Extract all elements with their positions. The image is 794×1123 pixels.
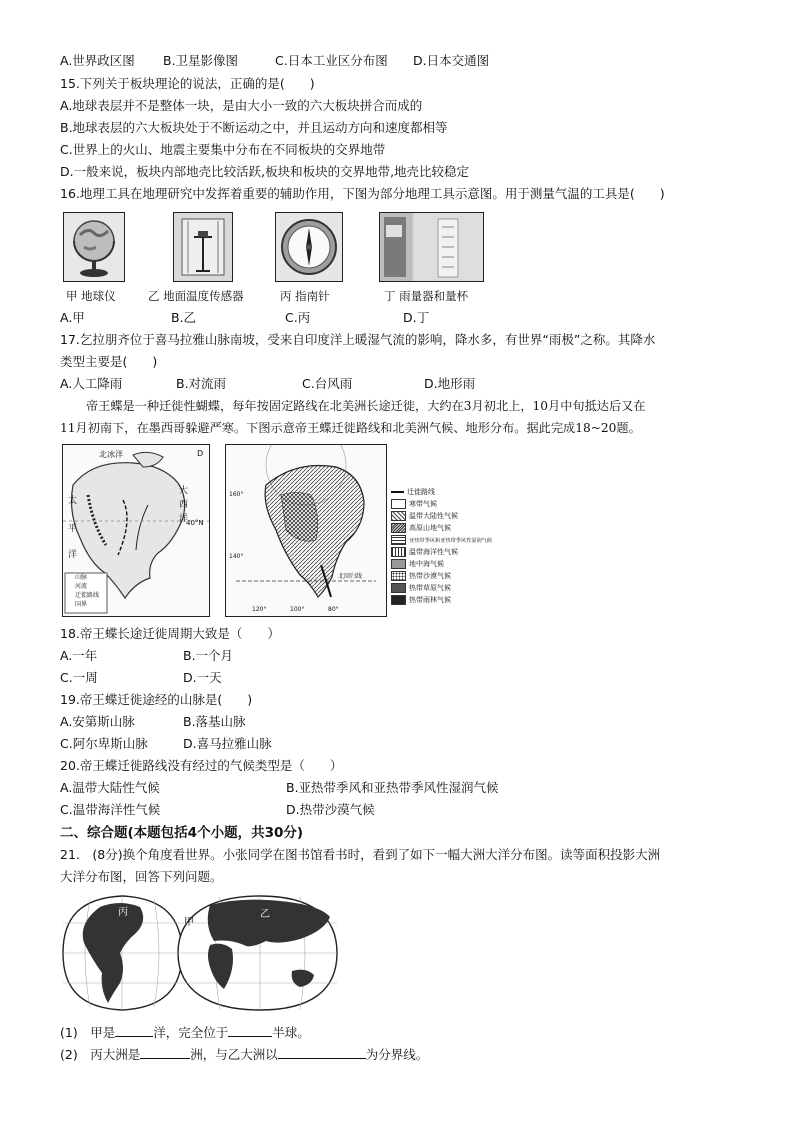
climate-legend-7: 热带沙漠气候 (409, 572, 451, 580)
pacific-label-2: 平 (68, 524, 78, 534)
q19-option-a: A.安第斯山脉 (60, 714, 135, 729)
q20-option-c: C.温带海洋性气候 (60, 802, 161, 817)
ground-temperature-sensor-image (173, 212, 233, 282)
q21-blank-continent[interactable] (140, 1045, 190, 1059)
q17-option-a: A.人工降雨 (60, 376, 123, 391)
climate-legend-8: 热带草原气候 (409, 584, 451, 592)
q18-option-b: B.一个月 (183, 648, 234, 663)
climate-legend-1: 寒带气候 (409, 500, 437, 508)
tick-140: 140° (229, 553, 244, 560)
swatch-tropical-rainforest (391, 595, 406, 605)
climate-legend-0: 迁徙路线 (407, 488, 435, 496)
tropic-label: 北回归线 (338, 573, 363, 580)
climate-legend-5: 温带海洋性气候 (409, 548, 458, 556)
atlantic-label-3: 洋 (179, 514, 189, 524)
q16-option-a: A.甲 (60, 310, 85, 325)
q18-option-c: C.一周 (60, 670, 98, 685)
q21-sub1-suffix: 半球。 (272, 1025, 310, 1040)
swatch-highland (391, 523, 406, 533)
climate-legend-3: 高原山地气候 (409, 524, 451, 532)
q16-option-c: C.丙 (285, 310, 311, 325)
map-label-bing: 丙 (118, 907, 128, 918)
q14-option-a: A.世界政区图 (60, 53, 135, 68)
q15-option-b: B.地球表层的六大板块处于不断运动之中，并且运动方向和速度都相等 (60, 120, 448, 135)
north-america-physical-map (62, 444, 210, 617)
caption-rain-gauge: 丁 雨量器和量杯 (384, 289, 469, 303)
legend-migration: 迁徙路线 (75, 592, 100, 599)
legend-border: 国界 (75, 601, 88, 608)
q21-sub2-middle: 洲，与乙大洲以 (190, 1047, 278, 1062)
climate-legend-6: 地中海气候 (409, 560, 444, 568)
swatch-subtropical-monsoon (391, 535, 406, 545)
swatch-temperate-continental (391, 511, 406, 521)
swatch-cold (391, 499, 406, 509)
q14-option-b: B.卫星影像图 (163, 53, 239, 68)
q21-stem-line1: 21. (8分)换个角度看世界。小张同学在图书馆看书时，看到了如下一幅大洲大洋分布图。读等面积投影大洲 (60, 847, 661, 862)
q20-stem: 20.帝王蝶迁徙路线没有经过的气候类型是（ ） (60, 758, 343, 773)
atlantic-label-2: 西 (179, 500, 189, 510)
q21-stem-line2: 大洋分布图，回答下列问题。 (60, 869, 223, 884)
caption-sensor: 乙 地面温度传感器 (148, 289, 244, 303)
caption-globe: 甲 地球仪 (66, 289, 116, 303)
latitude-label: 40°N (186, 519, 204, 527)
corner-letter-label: D (197, 449, 204, 458)
tick-80: 80° (328, 606, 339, 613)
q15-stem: 15.下列关于板块理论的说法，正确的是( ) (60, 76, 315, 91)
swatch-migration (391, 491, 404, 493)
globe-image (63, 212, 125, 282)
north-america-climate-map (225, 444, 387, 617)
q14-options (60, 53, 490, 69)
caption-compass: 丙 指南针 (280, 289, 330, 303)
map-label-yi: 乙 (260, 909, 270, 920)
q19-option-c: C.阿尔卑斯山脉 (60, 736, 148, 751)
q20-option-d: D.热带沙漠气候 (286, 802, 375, 817)
q21-blank-boundary[interactable] (278, 1045, 366, 1059)
q17-option-c: C.台风雨 (302, 376, 353, 391)
q21-sub1 (60, 1023, 310, 1041)
q15-option-a: A.地球表层并不是整体一块，是由大小一致的六大板块拼合而成的 (60, 98, 423, 113)
q17-stem-line1: 17.乞拉朋齐位于喜马拉雅山脉南坡，受来自印度洋上暖湿气流的影响，降水多，有世界“雨极”之称。其降水 (60, 332, 656, 347)
atlantic-label-1: 大 (179, 486, 189, 496)
passage-line2: 11月初南下，在墨西哥躲避严寒。下图示意帝王蝶迁徙路线和北美洲气候、地形分布。据此完成18~20题。 (60, 421, 641, 435)
swatch-mediterranean (391, 559, 406, 569)
q17-option-d: D.地形雨 (424, 376, 476, 391)
q18-option-d: D.一天 (183, 670, 222, 685)
pacific-label-3: 洋 (68, 550, 78, 560)
swatch-tropical-savanna (391, 583, 406, 593)
q15-option-d: D.一般来说，板块内部地壳比较活跃,板块和板块的交界地带,地壳比较稳定 (60, 164, 470, 179)
q17-stem-line2: 类型主要是( ) (60, 354, 158, 369)
passage-line1: 帝王蝶是一种迁徙性蝴蝶，每年按固定路线在北美洲长途迁徙，大约在3月初北上，10月中旬抵达后又在 (86, 399, 646, 413)
q21-sub1-prefix: (1) 甲是 (60, 1025, 116, 1040)
tick-100: 100° (290, 606, 305, 613)
q19-option-d: D.喜马拉雅山脉 (183, 736, 272, 751)
q21-blank-hemisphere[interactable] (228, 1023, 272, 1037)
climate-legend-9: 热带雨林气候 (409, 596, 451, 604)
world-continents-oceans-map (60, 893, 340, 1013)
q21-sub2 (60, 1045, 428, 1063)
swatch-temperate-maritime (391, 547, 406, 557)
legend-mountain: 山脉 (75, 574, 88, 581)
q18-stem: 18.帝王蝶长途迁徙周期大致是（ ） (60, 626, 280, 641)
section-2-heading: 二、综合题(本题包括4个小题，共30分) (60, 825, 304, 841)
q14-option-d: D.日本交通图 (413, 53, 490, 68)
rain-gauge-and-cylinder-image (379, 212, 484, 282)
tick-160: 160° (229, 491, 244, 498)
q16-option-d: D.丁 (403, 310, 430, 325)
arctic-ocean-label: 北冰洋 (99, 450, 123, 459)
tick-120: 120° (252, 606, 267, 613)
q17-options (60, 376, 476, 392)
climate-legend-2: 温带大陆性气候 (409, 512, 458, 520)
q20-option-b: B.亚热带季风和亚热带季风性湿润气候 (286, 780, 499, 795)
q15-option-c: C.世界上的火山、地震主要集中分布在不同板块的交界地带 (60, 142, 386, 157)
swatch-tropical-desert (391, 571, 406, 581)
q21-sub2-suffix: 为分界线。 (365, 1047, 429, 1062)
map-label-jia: 甲 (184, 917, 194, 928)
compass-image (275, 212, 343, 282)
q20-option-a: A.温带大陆性气候 (60, 780, 160, 795)
q19-stem: 19.帝王蝶迁徙途经的山脉是( ) (60, 692, 253, 707)
climate-legend-4: 亚热带季风和亚热带季风性湿润气候 (409, 538, 493, 544)
pacific-label-1: 太 (68, 496, 78, 506)
q16-option-b: B.乙 (171, 310, 197, 325)
q16-options (60, 310, 430, 326)
q17-option-b: B.对流雨 (176, 376, 227, 391)
q16-stem: 16.地理工具在地理研究中发挥着重要的辅助作用，下图为部分地理工具示意图。用于测量气温的工具是( ) (60, 186, 665, 201)
q21-sub2-prefix: (2) 丙大洲是 (60, 1047, 141, 1062)
q19-option-b: B.落基山脉 (183, 714, 246, 729)
q21-blank-ocean[interactable] (115, 1023, 153, 1037)
q21-sub1-middle: 洋，完全位于 (153, 1025, 229, 1040)
legend-river: 河流 (75, 583, 88, 590)
q14-option-c: C.日本工业区分布图 (275, 53, 388, 68)
q18-option-a: A.一年 (60, 648, 98, 663)
climate-legend (387, 487, 493, 615)
